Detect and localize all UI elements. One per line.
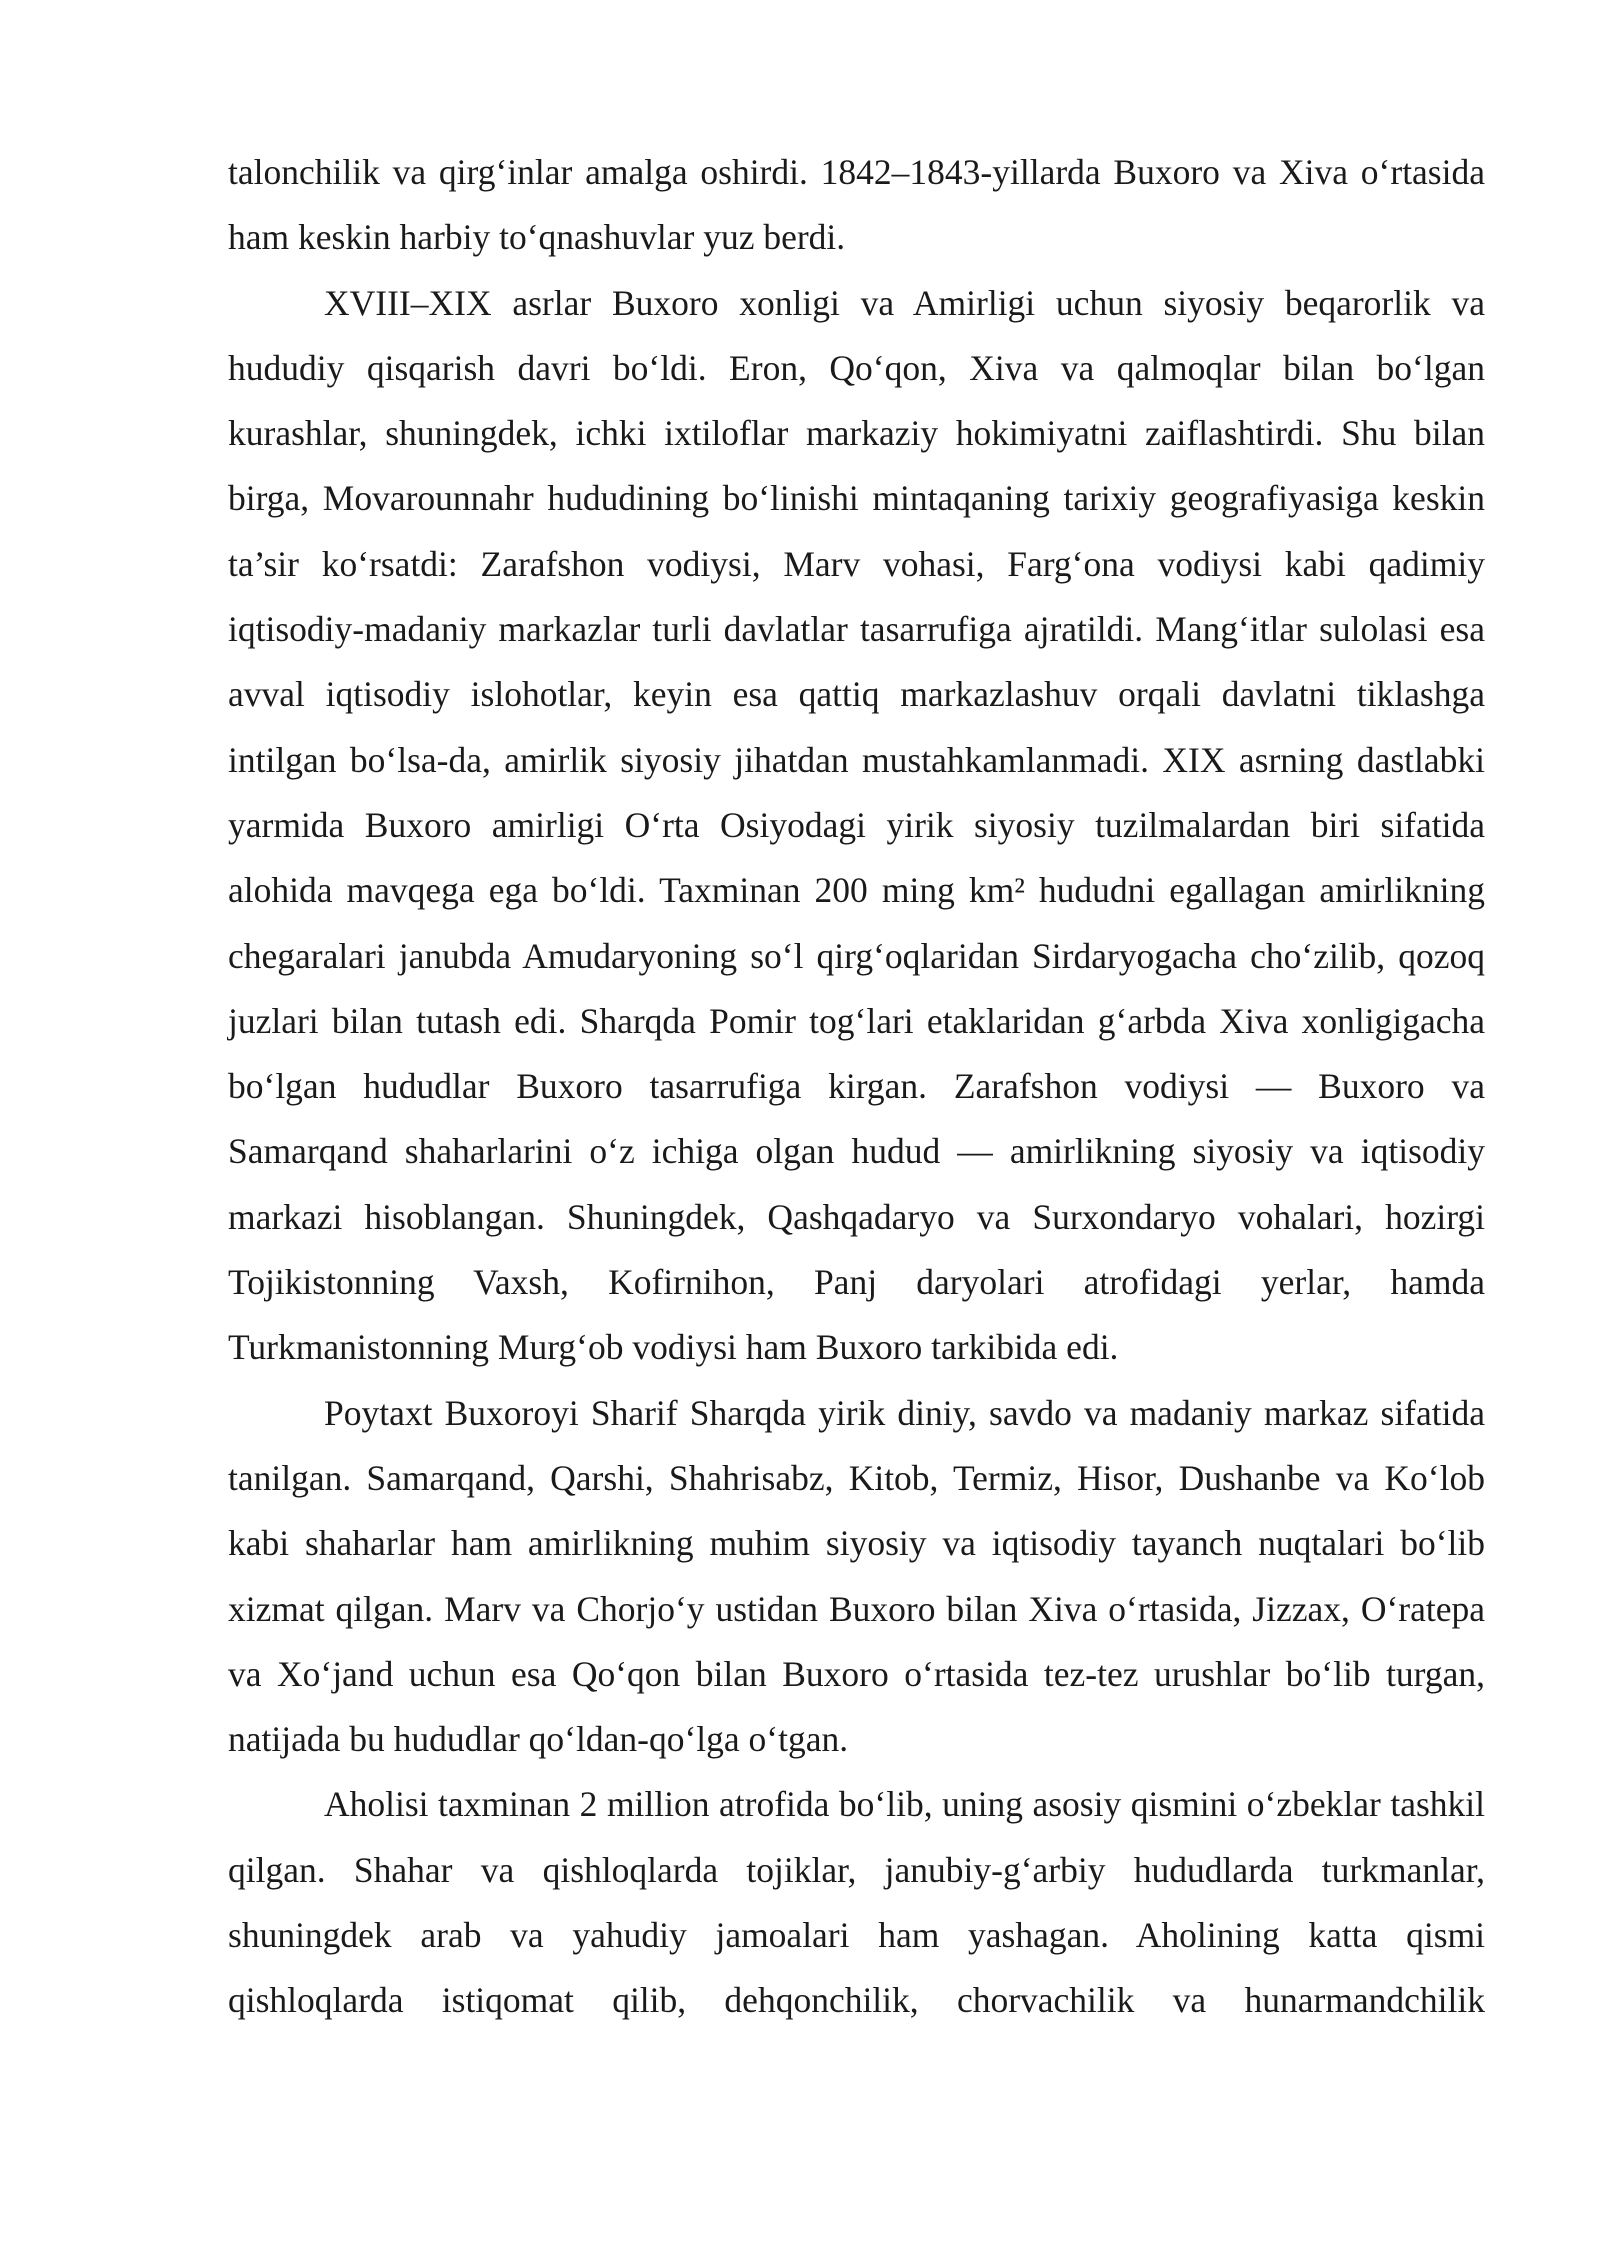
paragraph-continuation: talonchilik va qirg‘inlar amalga oshirdi. 1842–1843-yillarda Buxoro va Xiva o‘rtasida ham keskin harbiy to‘qnashuvlar yuz berdi. xyxy=(228,152,1485,258)
document-page xyxy=(228,140,1485,2034)
paragraph-capital-cities: Poytaxt Buxoroyi Sharif Sharqda yirik diniy, savdo va madaniy markaz sifatida tanilgan. Samarqand, Qarshi, Shahrisabz, Kitob, Termiz, Hisor, Dushanbe va Ko‘lob kabi shaharlar ham amirlikning muhim siyosiy va iqtisodiy tayanch nuqtalari bo‘lib xizmat qilgan. Marv va Chorjo‘y ustidan Buxoro bilan Xiva o‘rtasida, Jizzax, O‘ratepa va Xo‘jand uchun esa Qo‘qon bilan Buxoro o‘rtasida tez-tez urushlar bo‘lib turgan, natijada bu hududlar qo‘ldan-qo‘lga o‘tgan. xyxy=(228,1392,1485,1760)
paragraph-political-instability: XVIII–XIX asrlar Buxoro xonligi va Amirligi uchun siyosiy beqarorlik va hududiy qisqarish davri bo‘ldi. Eron, Qo‘qon, Xiva va qalmoqlar bilan bo‘lgan kurashlar, shuningdek, ichki ixtiloflar markaziy hokimiyatni zaiflashtirdi. Shu bilan birga, Movarounnahr hududining bo‘linishi mintaqaning tarixiy geografiyasiga keskin ta’sir ko‘rsatdi: Zarafshon vodiysi, Marv vohasi, Farg‘ona vodiysi kabi qadimiy iqtisodiy-madaniy markazlar turli davlatlar tasarrufiga ajratildi. Mang‘itlar sulolasi esa avval iqtisodiy islohotlar, keyin esa qattiq markazlashuv orqali davlatni tiklashga intilgan bo‘lsa-da, amirlik siyosiy jihatdan mustahkamlanmadi. XIX asrning dastlabki yarmida Buxoro amirligi O‘rta Osiyodagi yirik siyosiy tuzilmalardan biri sifatida alohida mavqega ega bo‘ldi. Taxminan 200 ming km² hududni egallagan amirlikning chegaralari janubda Amudaryoning so‘l qirg‘oqlaridan Sirdaryogacha cho‘zilib, qozoq juzlari bilan tutash edi. Sharqda Pomir tog‘lari etaklaridan g‘arbda Xiva xonligigacha bo‘lgan hududlar Buxoro tasarrufiga kirgan. Zarafshon vodiysi — Buxoro va Samarqand shaharlarini o‘z ichiga olgan hudud — amirlikning siyosiy va iqtisodiy markazi hisoblangan. Shuningdek, Qashqadaryo va Surxondaryo vohalari, hozirgi Tojikistonning Vaxsh, Kofirnihon, Panj daryolari atrofidagi yerlar, hamda Turkmanistonning Murg‘ob vodiysi ham Buxoro tarkibida edi. xyxy=(228,282,1485,1368)
paragraph-population: Aholisi taxminan 2 million atrofida bo‘lib, uning asosiy qismini o‘zbeklar tashkil qilgan. Shahar va qishloqlarda tojiklar, janubiy-g‘arbiy hududlarda turkmanlar, shuningdek arab va yahudiy jamoalari ham yashagan. Aholining katta qismi qishloqlarda istiqomat qilib, dehqonchilik, chorvachilik va hunarmandchilik xyxy=(228,1784,1485,2021)
